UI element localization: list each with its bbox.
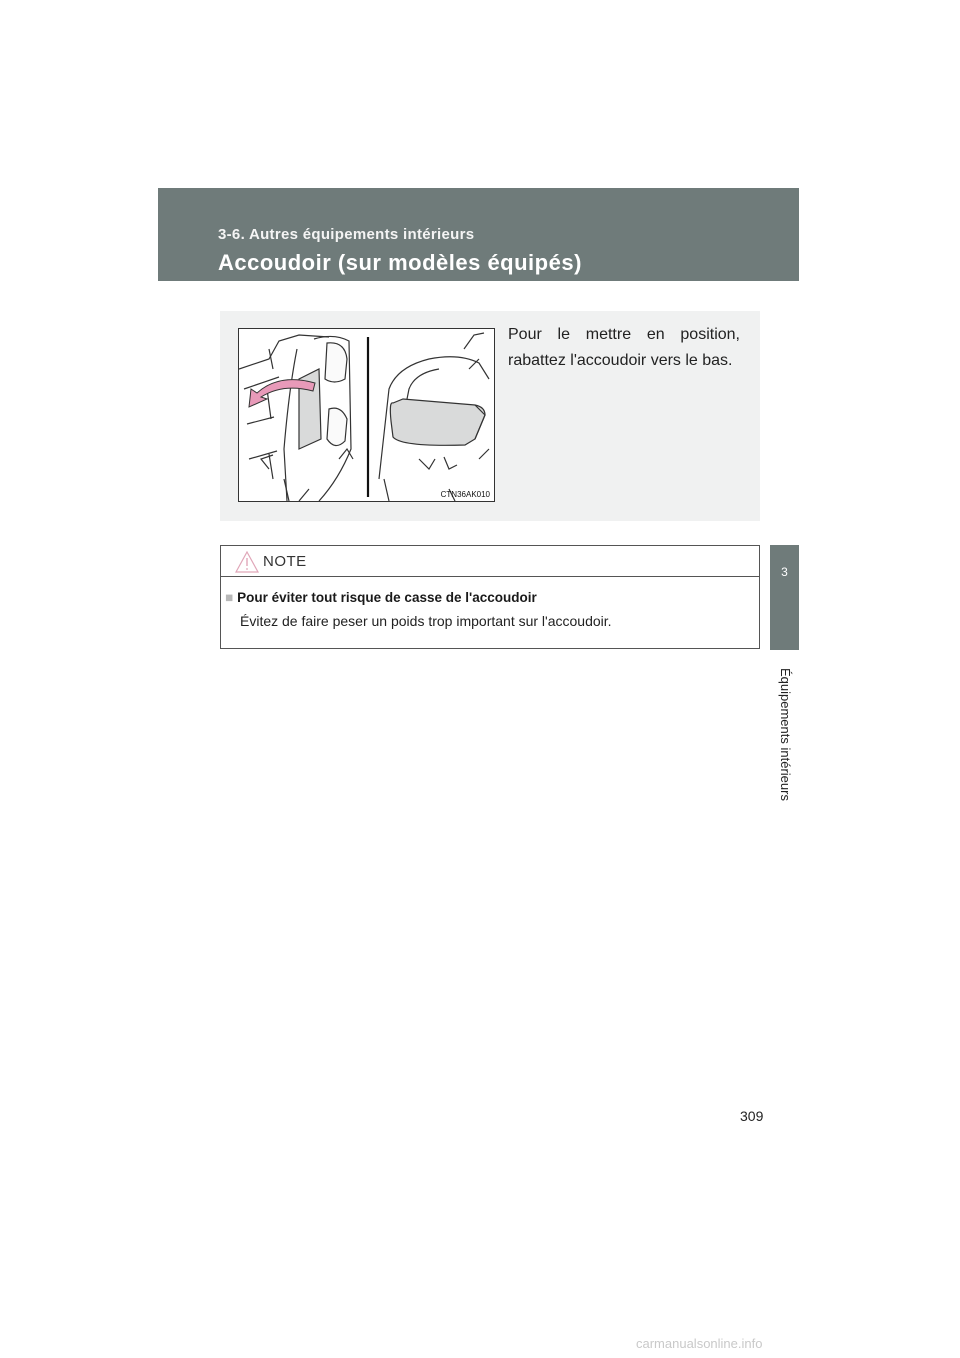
page-title: Accoudoir (sur modèles équipés): [218, 250, 582, 275]
section-header: [158, 188, 799, 281]
page-number: 309: [740, 1108, 764, 1124]
section-label: 3-6. Autres équipements intérieurs: [218, 226, 475, 243]
chapter-label-wrap: [778, 668, 813, 801]
armrest-illustration: [238, 328, 495, 502]
chapter-label: Équipements intérieurs: [778, 668, 793, 801]
chapter-number: 3: [781, 565, 788, 579]
instruction-text: Pour le mettre en position, rabattez l'accoudoir vers le bas.: [508, 326, 740, 369]
note-title: NOTE: [263, 553, 307, 570]
note-header: [221, 546, 759, 577]
armrest-drawing: [239, 329, 494, 501]
note-box: [220, 545, 760, 649]
note-heading: [225, 590, 537, 605]
warning-triangle-icon: [235, 551, 259, 573]
chapter-tab: [770, 545, 799, 650]
bullet-square-icon: ■: [225, 590, 234, 605]
figure-code: CTN36AK010: [440, 490, 490, 499]
note-heading-text: Pour éviter tout risque de casse de l'accoudoir: [237, 590, 537, 605]
watermark: carmanualsonline.info: [636, 1336, 763, 1351]
note-body: Évitez de faire peser un poids trop important sur l'accoudoir.: [240, 613, 612, 629]
